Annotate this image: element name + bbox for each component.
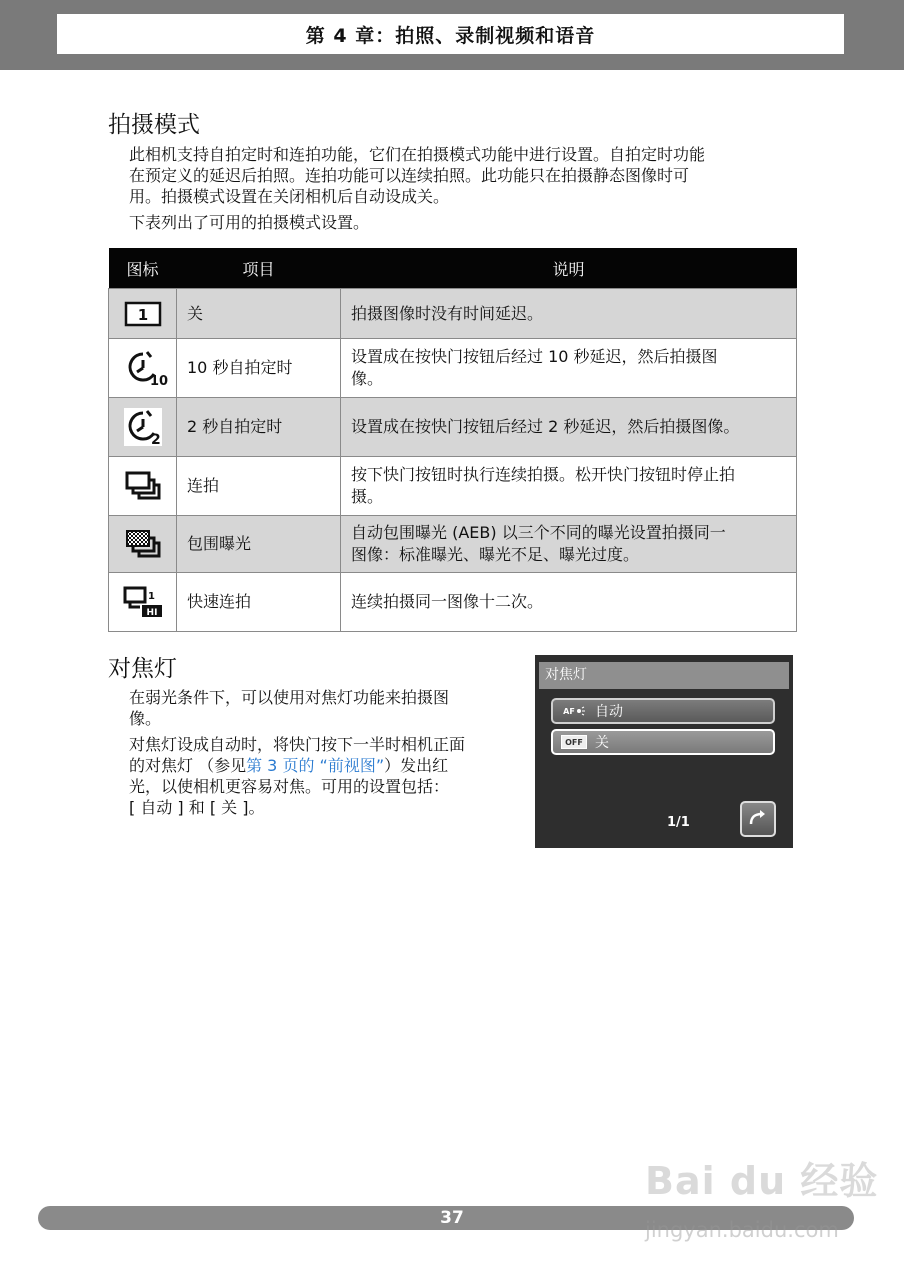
shooting-mode-table — [108, 248, 797, 632]
svg-text:10: 10 — [149, 374, 168, 389]
item-cell: 10 秒自拍定时 — [177, 339, 341, 398]
continuous-shot-icon — [109, 469, 176, 503]
page-indicator: 1/1 — [667, 815, 690, 830]
af-lamp-icon: AF — [561, 704, 587, 718]
svg-text:HI: HI — [146, 608, 157, 618]
svg-text:1: 1 — [147, 591, 155, 602]
off-icon: OFF — [561, 735, 587, 749]
svg-text:1: 1 — [137, 305, 148, 324]
header-band — [0, 0, 904, 70]
return-arrow-icon — [748, 808, 768, 830]
item-cell: 包围曝光 — [177, 516, 341, 573]
table-row — [109, 516, 797, 573]
self-timer-10s-icon — [109, 348, 176, 388]
option-auto-label: 自动 — [595, 704, 623, 720]
header-desc: 说明 — [341, 248, 797, 289]
focus-lamp-para2: 对焦灯设成自动时，将快门按下一半时相机正面 的对焦灯 （参见第 3 页的 “前视图”）发出红 光，以使相机更容易对焦。可用的设置包括： [ 自动 ] 和 [ 关 ]。 — [129, 735, 466, 817]
desc-cell: 设置成在按快门按钮后经过 2 秒延迟，然后拍摄图像。 — [341, 398, 797, 457]
item-cell: 2 秒自拍定时 — [177, 398, 341, 457]
self-timer-2s-icon — [109, 407, 176, 447]
high-speed-burst-icon — [109, 585, 176, 619]
desc-cell: 自动包围曝光 (AEB) 以三个不同的曝光设置拍摄同一 图像：标准曝光、曝光不足、曝光过度。 — [341, 516, 797, 573]
option-off-label: 关 — [595, 735, 609, 751]
table-intro: 下表列出了可用的拍摄模式设置。 — [129, 213, 370, 232]
chapter-title: 第 4 章：拍照、录制视频和语音 — [57, 14, 844, 54]
item-cell: 连拍 — [177, 457, 341, 516]
watermark-url: jingyan.baidu.com — [645, 1218, 839, 1242]
aeb-icon — [109, 527, 176, 561]
header-icon: 图标 — [109, 248, 177, 289]
svg-text:2: 2 — [150, 432, 161, 448]
header-item: 项目 — [177, 248, 341, 289]
back-button[interactable] — [740, 801, 776, 837]
item-cell: 快速连拍 — [177, 573, 341, 632]
section-title-focus-lamp: 对焦灯 — [108, 656, 177, 682]
focus-lamp-para1: 在弱光条件下，可以使用对焦灯功能来拍摄图 像。 — [129, 688, 450, 728]
table-row — [109, 398, 797, 457]
page-number: 37 — [440, 1208, 464, 1228]
front-view-link[interactable]: 第 3 页的 “前视图” — [246, 756, 385, 775]
table-row — [109, 289, 797, 339]
focus-lamp-menu-panel — [535, 655, 793, 848]
desc-cell: 连续拍摄同一图像十二次。 — [341, 573, 797, 632]
watermark-logo: Bai du 经验 — [645, 1159, 879, 1203]
item-cell: 关 — [177, 289, 341, 339]
desc-cell: 拍摄图像时没有时间延迟。 — [341, 289, 797, 339]
option-off[interactable] — [551, 729, 775, 755]
table-header-row — [109, 248, 797, 289]
table-row — [109, 339, 797, 398]
option-auto[interactable] — [551, 698, 775, 724]
single-shot-icon — [109, 300, 176, 328]
shooting-mode-description: 此相机支持自拍定时和连拍功能，它们在拍摄模式功能中进行设置。自拍定时功能 在预定义的延迟后拍照。连拍功能可以连续拍照。此功能只在拍摄静态图像时可 用。拍摄模式设置在关闭相机后自动设成关。 — [129, 145, 706, 206]
desc-cell: 按下快门按钮时执行连续拍摄。松开快门按钮时停止拍 摄。 — [341, 457, 797, 516]
table-row — [109, 457, 797, 516]
section-title-shooting-mode: 拍摄模式 — [108, 112, 200, 138]
panel-title: 对焦灯 — [539, 662, 789, 689]
table-row — [109, 573, 797, 632]
desc-cell: 设置成在按快门按钮后经过 10 秒延迟，然后拍摄图 像。 — [341, 339, 797, 398]
